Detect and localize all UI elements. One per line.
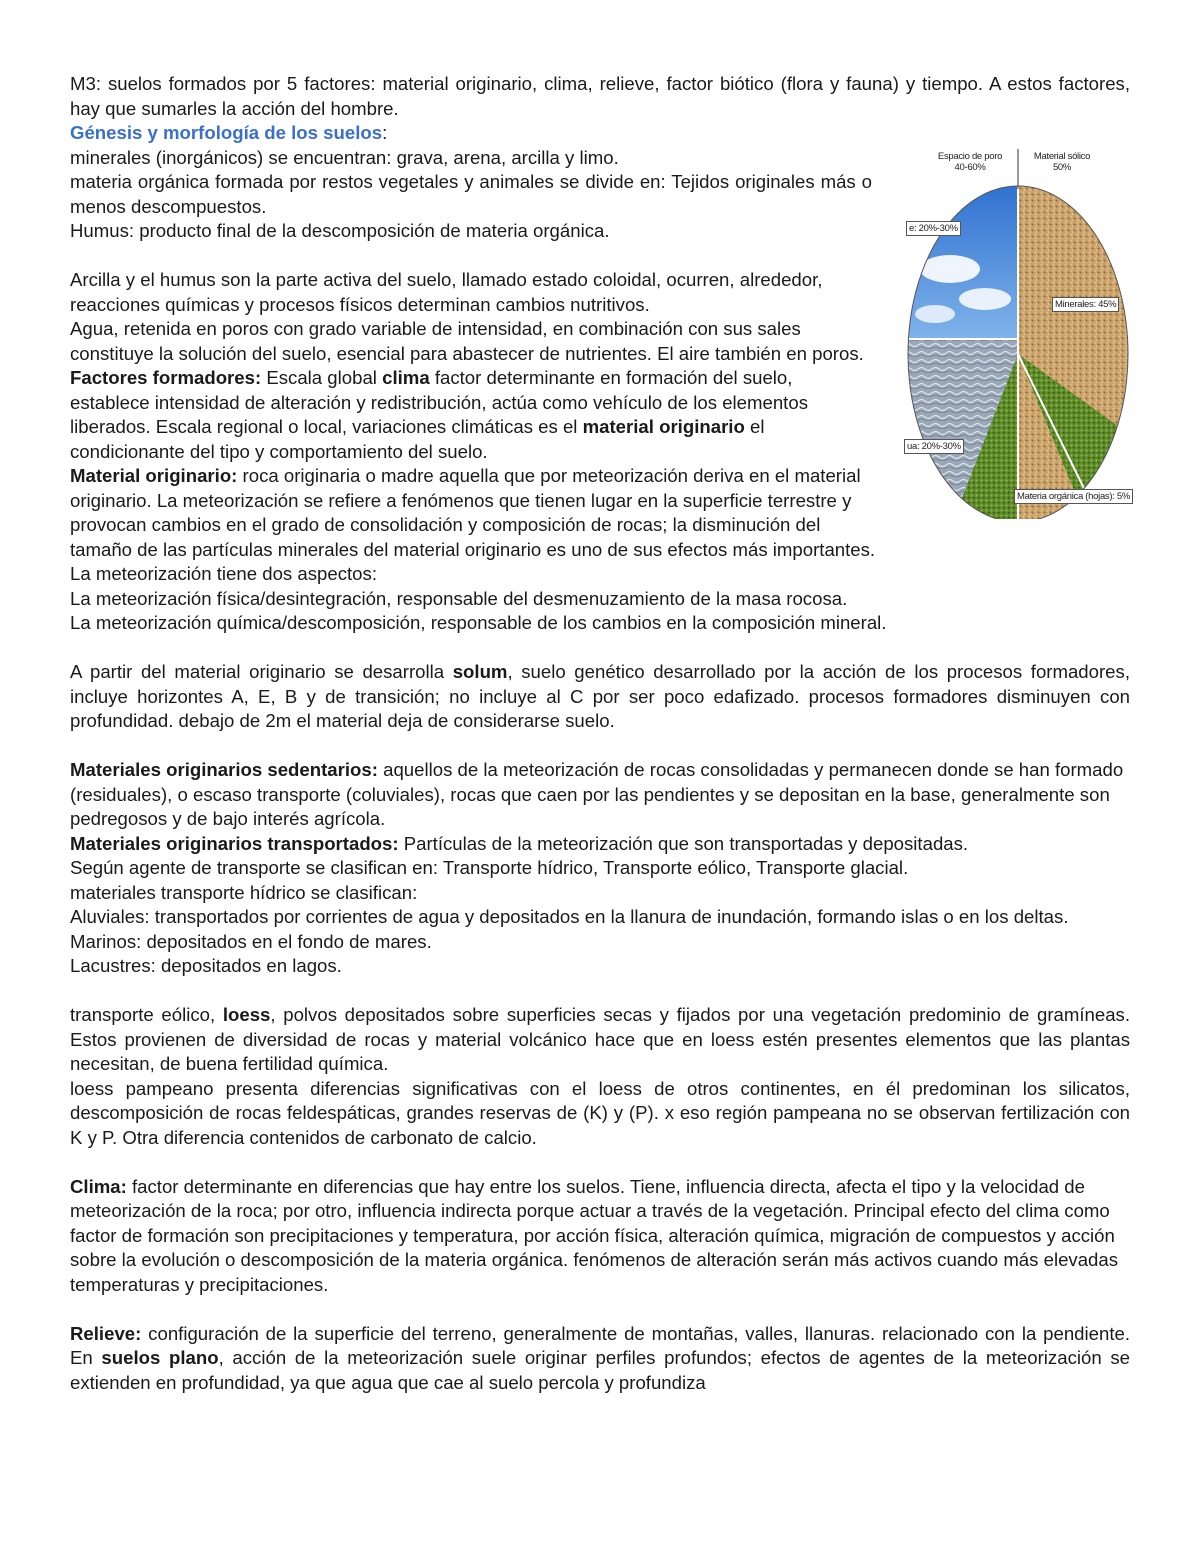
materia-organica-paragraph: materia orgánica formada por restos vegetales y animales se divide en: Tejidos originales más o menos descompuestos. <box>70 171 872 217</box>
sedentarios-label: Materiales originarios sedentarios: <box>70 759 378 780</box>
arcilla-paragraph: Arcilla y el humus son la parte activa del suelo, llamado estado coloidal, ocurren, alrededor, reacciones químicas y procesos físicos determinan cambios nutritivos. <box>70 269 823 315</box>
water-label: ua: 20%-30% <box>904 439 964 454</box>
factores-paragraph: Factores formadores: Escala global clima factor determinante en formación del suelo, establece intensidad de alteración y redistribución, actúa como vehículo de los elementos liberados. Escala regional o local, variaciones climáticas es el material originario el condicionante del tipo y comportamiento del suelo. <box>70 367 808 462</box>
genesis-heading-line: Génesis y morfología de los suelos: <box>70 122 388 143</box>
intro-paragraph: M3: suelos formados por 5 factores: material originario, clima, relieve, factor biótico (flora y fauna) y tiempo. A estos factores, hay que sumarles la acción del hombre. <box>70 73 1130 119</box>
transportados-paragraph: Materiales originarios transportados: Partículas de la meteorización que son transportadas y depositadas. <box>70 832 969 854</box>
loess-paragraph: transporte eólico, loess, polvos depositados sobre superficies secas y fijados por una vegetación predominio de gramíneas. Estos provienen de diversidad de rocas y material volcánico hace que en loess estén presentes elementos que las plantas necesitan, de buena fertilidad química. <box>70 1004 1131 1074</box>
agente-paragraph: Según agente de transporte se clasifican en: Transporte hídrico, Transporte eólico, Transporte glacial. <box>70 857 909 878</box>
minerals-label: Minerales: 45% <box>1052 297 1119 312</box>
marinos-paragraph: Marinos: depositados en el fondo de mares. <box>70 930 432 952</box>
aluviales-paragraph: Aluviales: transportados por corrientes de agua y depositados en la llanura de inundación, formando islas o en los deltas. <box>70 906 1069 927</box>
relieve-label: Relieve: <box>70 1322 142 1344</box>
humus-paragraph: Humus: producto final de la descomposición de materia orgánica. <box>70 220 610 241</box>
solum-paragraph: A partir del material originario se desarrolla solum, suelo genético desarrollado por la acción de los procesos formadores, incluye horizontes A, E, B y de transición; no incluye al C por ser poco edafizado. procesos formadores disminuyen con profundidad. debajo de 2m el material deja de considerarse suelo. <box>70 661 1130 731</box>
clima-label: Clima: <box>70 1175 127 1197</box>
quimica-paragraph: La meteorización química/descomposición, responsable de los cambios en la composición mineral. <box>70 612 887 633</box>
pore-space-label: Espacio de poro 40-60% <box>937 151 1003 173</box>
pampeano-paragraph: loess pampeano presenta diferencias significativas con el loess de otros continentes, en él predominan los silicatos, descomposición de rocas feldespáticas, grandes reservas de (K) y (P). x eso región pampeana no se observan fertilización con K y P. Otra diferencia contenidos de carbonato de calcio. <box>70 1077 1130 1148</box>
transportados-label: Materiales originarios transportados: <box>70 832 399 854</box>
organic-matter-label: Materia orgánica (hojas): 5% <box>1014 489 1133 504</box>
sedentarios-paragraph: Materiales originarios sedentarios: aquellos de la meteorización de rocas consolidadas y permanecen donde se han formado (residuales), o escaso transporte (coluviales), rocas que caen por las pendientes y se depositan en la base, generalmente son pedregosos y de bajo interés agrícola. <box>70 759 1124 829</box>
soil-pie-illustration <box>890 149 1136 519</box>
material-originario-label: Material originario: <box>70 465 238 486</box>
clima-paragraph: Clima: factor determinante en diferencias que hay entre los suelos. Tiene, influencia directa, afecta el tipo y la velocidad de meteorización de la roca; por otro, influencia indirecta porque actuar a través de la vegetación. Principal efecto del clima como factor de formación son precipitaciones y temperatura, por acción física, alteración química, migración de compuestos y acción sobre la evolución o descomposición de la materia orgánica. fenómenos de alteración serán más activos cuando más elevadas temperaturas y precipitaciones. <box>70 1175 1119 1295</box>
agua-paragraph: Agua, retenida en poros con grado variable de intensidad, en combinación con sus sales constituye la solución del suelo, esencial para abastecer de nutrientes. El aire también en poros. <box>70 318 864 364</box>
material-originario-paragraph: Material originario: roca originaria o madre aquella que por meteorización deriva en el material originario. La meteorización se refiere a fenómenos que tienen lugar en la superficie terrestre y provocan cambios en el grado de consolidación y composición de rocas; la disminución del tamaño de las partículas minerales del material originario es uno de sus efectos más importantes. <box>70 465 876 560</box>
solid-material-label: Material sólico 50% <box>1033 151 1091 173</box>
air-label: e: 20%-30% <box>906 221 961 236</box>
relieve-paragraph: Relieve: configuración de la superficie del terreno, generalmente de montañas, valles, llanuras. relacionado con la pendiente. En suelos plano, acción de la meteorización suele originar perfiles profundos; efectos de agentes de la meteorización se extienden en profundidad, ya que agua que cae al suelo percola y profundiza <box>70 1322 1130 1393</box>
fisica-paragraph: La meteorización física/desintegración, responsable del desmenuzamiento de la masa rocosa. <box>70 587 848 609</box>
aspectos-paragraph: La meteorización tiene dos aspectos: <box>70 563 377 584</box>
factores-label: Factores formadores: <box>70 367 262 388</box>
lacustres-paragraph: Lacustres: depositados en lagos. <box>70 955 342 976</box>
minerales-paragraph: minerales (inorgánicos) se encuentran: grava, arena, arcilla y limo. <box>70 146 619 168</box>
section-heading: Génesis y morfología de los suelos <box>70 122 383 143</box>
soil-composition-figure <box>890 149 1136 519</box>
hidrico-paragraph: materiales transporte hídrico se clasifican: <box>70 881 418 903</box>
document-page <box>70 72 1130 1395</box>
